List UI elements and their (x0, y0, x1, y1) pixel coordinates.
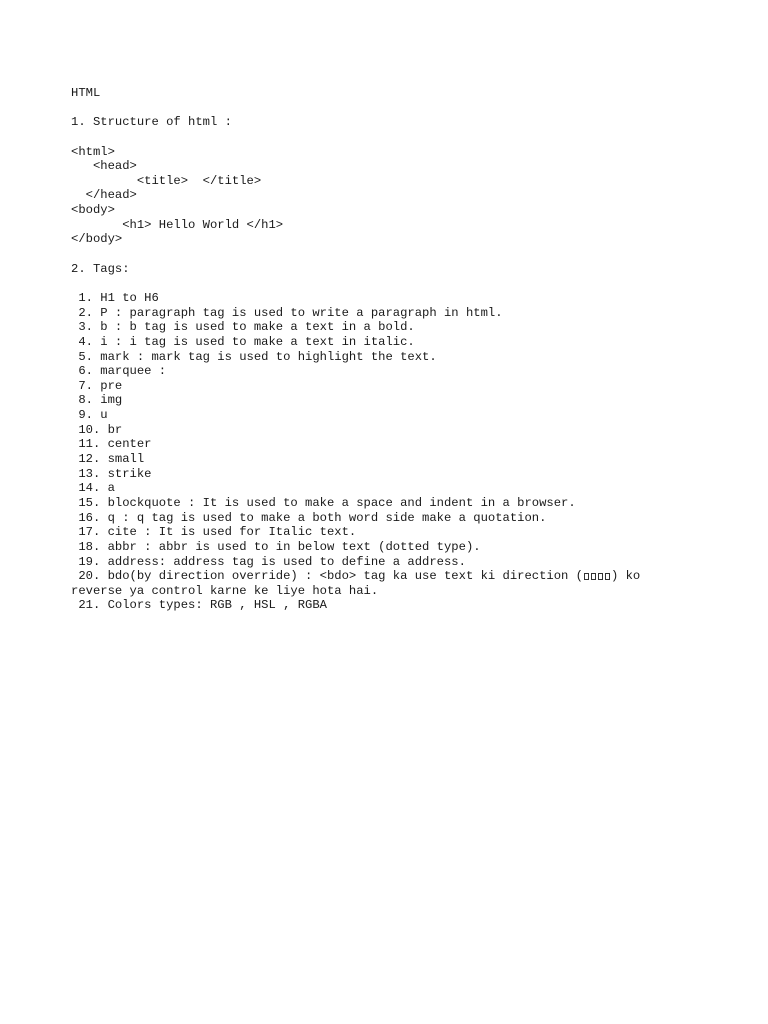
bdo-text-start: 20. bdo(by direction override) : <bdo> tag ka use text ki direction ( (71, 569, 583, 584)
list-item: 17. cite : It is used for Italic text. (71, 525, 357, 540)
spacer (71, 276, 751, 291)
list-item: 18. abbr : abbr is used to in below text (dotted type). (71, 539, 481, 554)
list-item: 9. u (71, 408, 108, 423)
list-item: 2. P : paragraph tag is used to write a paragraph in html. (71, 305, 503, 320)
list-item: 21. Colors types: RGB , HSL , RGBA (71, 598, 327, 613)
list-item: 12. small (71, 452, 145, 467)
list-item: 7. pre (71, 378, 123, 393)
document-page (71, 86, 751, 613)
list-item: 19. address: address tag is used to define a address. (71, 554, 466, 569)
html-structure-code (71, 145, 751, 247)
spacer (71, 247, 751, 262)
section-heading-structure: 1. Structure of html : (71, 115, 232, 130)
list-item: 11. center (71, 437, 152, 452)
section-heading-tags: 2. Tags: (71, 261, 130, 276)
document-title: HTML (71, 86, 101, 100)
missing-glyph-icon (583, 569, 611, 583)
spacer (71, 101, 751, 116)
tag-list (71, 291, 751, 613)
list-item: 3. b : b tag is used to make a text in a bold. (71, 320, 415, 335)
code-line: <head> (71, 159, 137, 174)
list-item: 6. marquee : (71, 364, 167, 379)
bdo-text-end: ) ko (610, 569, 641, 584)
list-item: 5. mark : mark tag is used to highlight the text. (71, 349, 437, 364)
list-item: 4. i : i tag is used to make a text in italic. (71, 334, 415, 349)
code-line: <html> (71, 144, 115, 159)
code-line: </body> (71, 232, 123, 247)
code-line: <body> (71, 203, 115, 218)
spacer (71, 130, 751, 145)
list-item: 10. br (71, 422, 123, 437)
list-item: 14. a (71, 481, 115, 496)
list-item-bdo (71, 569, 751, 584)
code-line: <title> </title> (71, 173, 262, 188)
list-item: 15. blockquote : It is used to make a space and indent in a browser. (71, 495, 576, 510)
code-line: </head> (71, 188, 137, 203)
list-item: 16. q : q tag is used to make a both word side make a quotation. (71, 510, 547, 525)
list-item: 1. H1 to H6 (71, 290, 159, 305)
list-item: 8. img (71, 393, 123, 408)
list-item-bdo-continuation: reverse ya control karne ke liye hota hai. (71, 583, 379, 598)
code-line: <h1> Hello World </h1> (71, 217, 284, 232)
list-item: 13. strike (71, 466, 152, 481)
